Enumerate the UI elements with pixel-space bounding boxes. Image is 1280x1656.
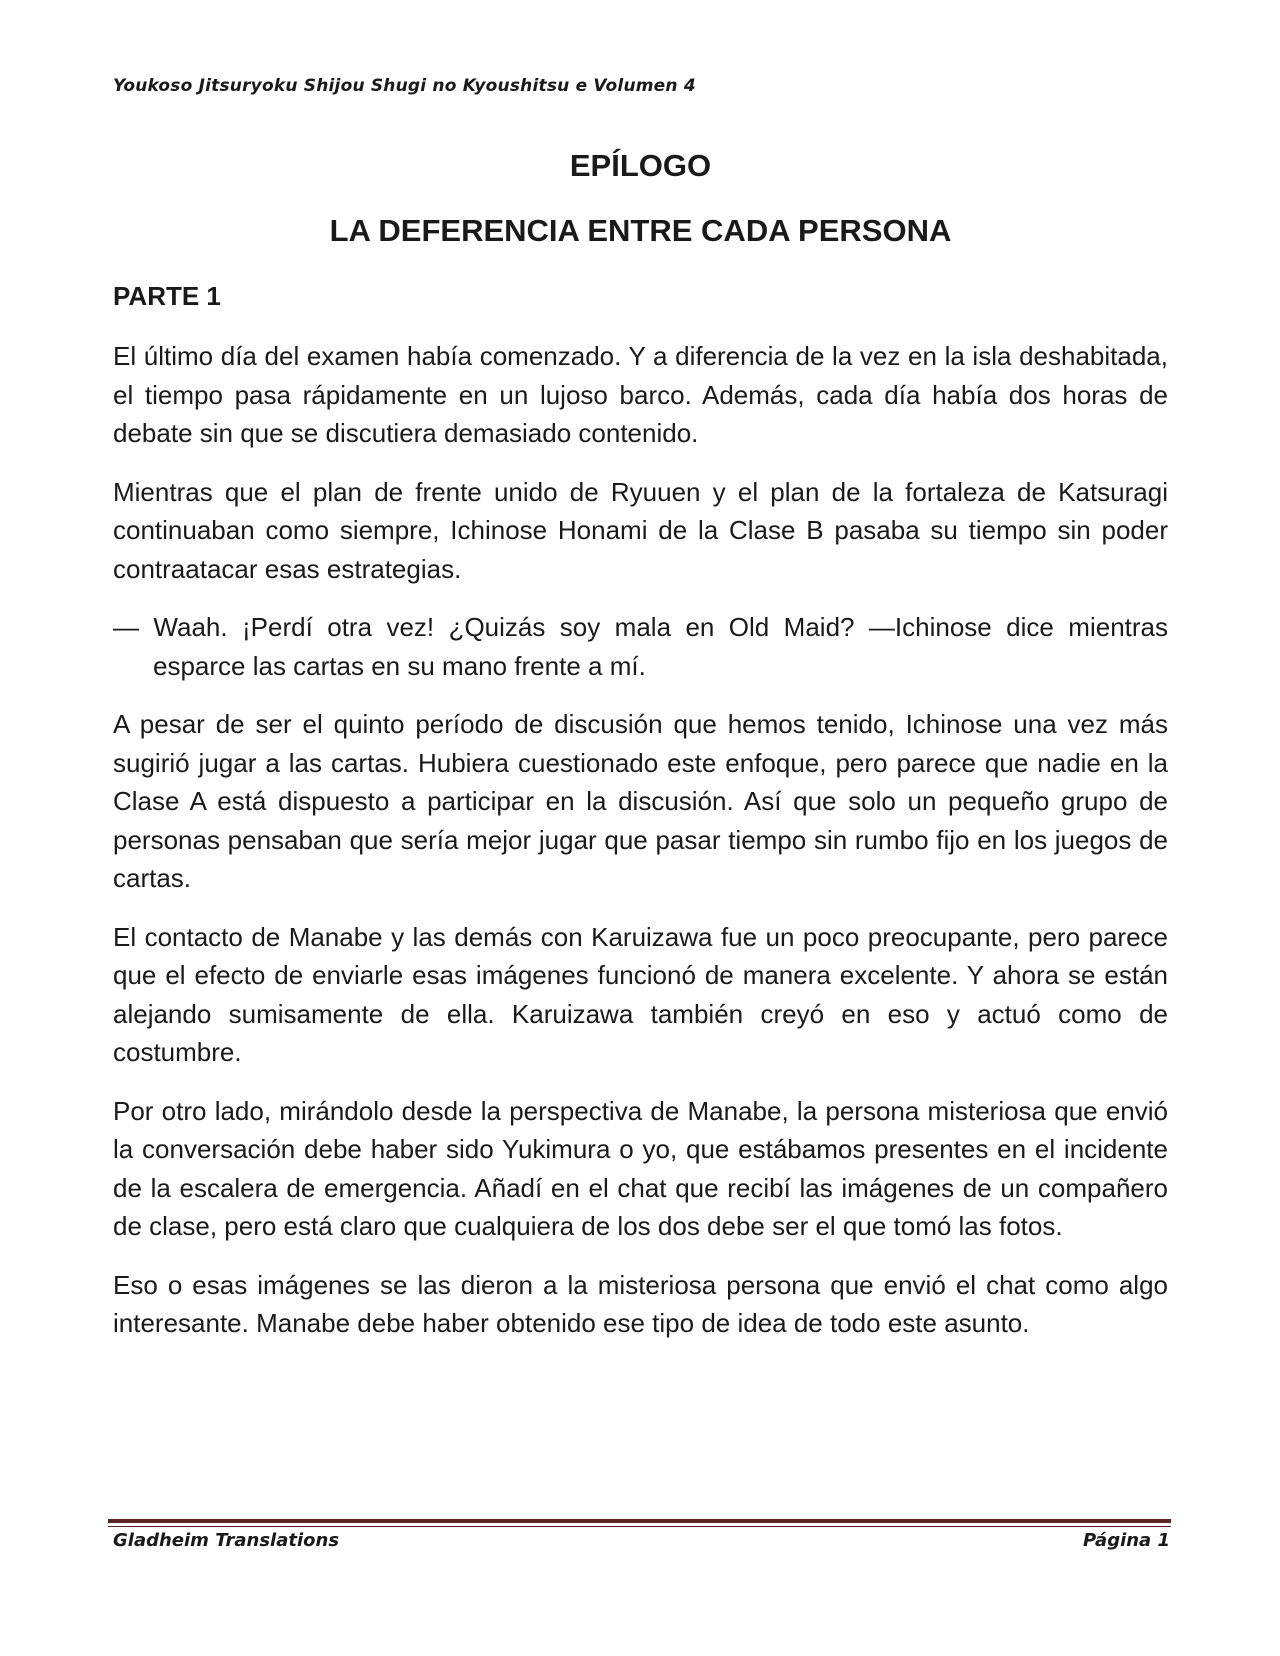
paragraph: Eso o esas imágenes se las dieron a la misteriosa persona que envió el chat como algo interesante. Manabe debe haber obtenido ese tipo de idea de todo este asunto.	[113, 1269, 1168, 1338]
paragraph: A pesar de ser el quinto período de discusión que hemos tenido, Ichinose una vez más sugirió jugar a las cartas. Hubiera cuestionado este enfoque, pero parece que nadie en la Clase A está dispuesto a participar en la discusión. Así que solo un pequeño grupo de personas pensaban que sería mejor jugar que pasar tiempo sin rumbo fijo en los juegos de cartas.	[113, 709, 1168, 893]
chapter-subtitle: LA DEFERENCIA ENTRE CADA PERSONA	[329, 213, 952, 248]
footer-publisher: Gladheim Translations	[113, 1530, 340, 1551]
running-header: Youkoso Jitsuryoku Shijou Shugi no Kyoushitsu e Volumen 4	[113, 76, 696, 96]
footer-page-number: Página 1	[1083, 1530, 1170, 1551]
paragraph: Por otro lado, mirándolo desde la perspectiva de Manabe, la persona misteriosa que envió la conversación debe haber sido Yukimura o yo, que estábamos presentes en el incidente de la escalera de emergencia. Añadí en el chat que recibí las imágenes de un compañero de clase, pero está claro que cualquiera de los dos debe ser el que tomó las fotos.	[113, 1095, 1168, 1241]
dialogue-paragraph: — Waah. ¡Perdí otra vez! ¿Quizás soy mala en Old Maid? —Ichinose dice mientras esparce las cartas en su mano frente a mí.	[113, 612, 1168, 681]
paragraph: Mientras que el plan de frente unido de Ryuuen y el plan de la fortaleza de Katsuragi continuaban como siempre, Ichinose Honami de la Clase B pasaba su tiempo sin poder contraatacar esas estrategias.	[113, 476, 1168, 584]
body-text	[113, 337, 1168, 1363]
chapter-title: EPÍLOGO	[569, 148, 712, 183]
footer-divider-thin	[108, 1526, 1171, 1527]
part-heading: PARTE 1	[113, 281, 221, 311]
footer-divider	[108, 1519, 1171, 1523]
paragraph: El contacto de Manabe y las demás con Karuizawa fue un poco preocupante, pero parece que el efecto de enviarle esas imágenes funcionó de manera excelente. Y ahora se están alejando sumisamente de ella. Karuizawa también creyó en eso y actuó como de costumbre.	[113, 921, 1168, 1067]
paragraph: El último día del examen había comenzado. Y a diferencia de la vez en la isla deshabitada, el tiempo pasa rápidamente en un lujoso barco. Además, cada día había dos horas de debate sin que se discutiera demasiado contenido.	[113, 341, 1168, 448]
